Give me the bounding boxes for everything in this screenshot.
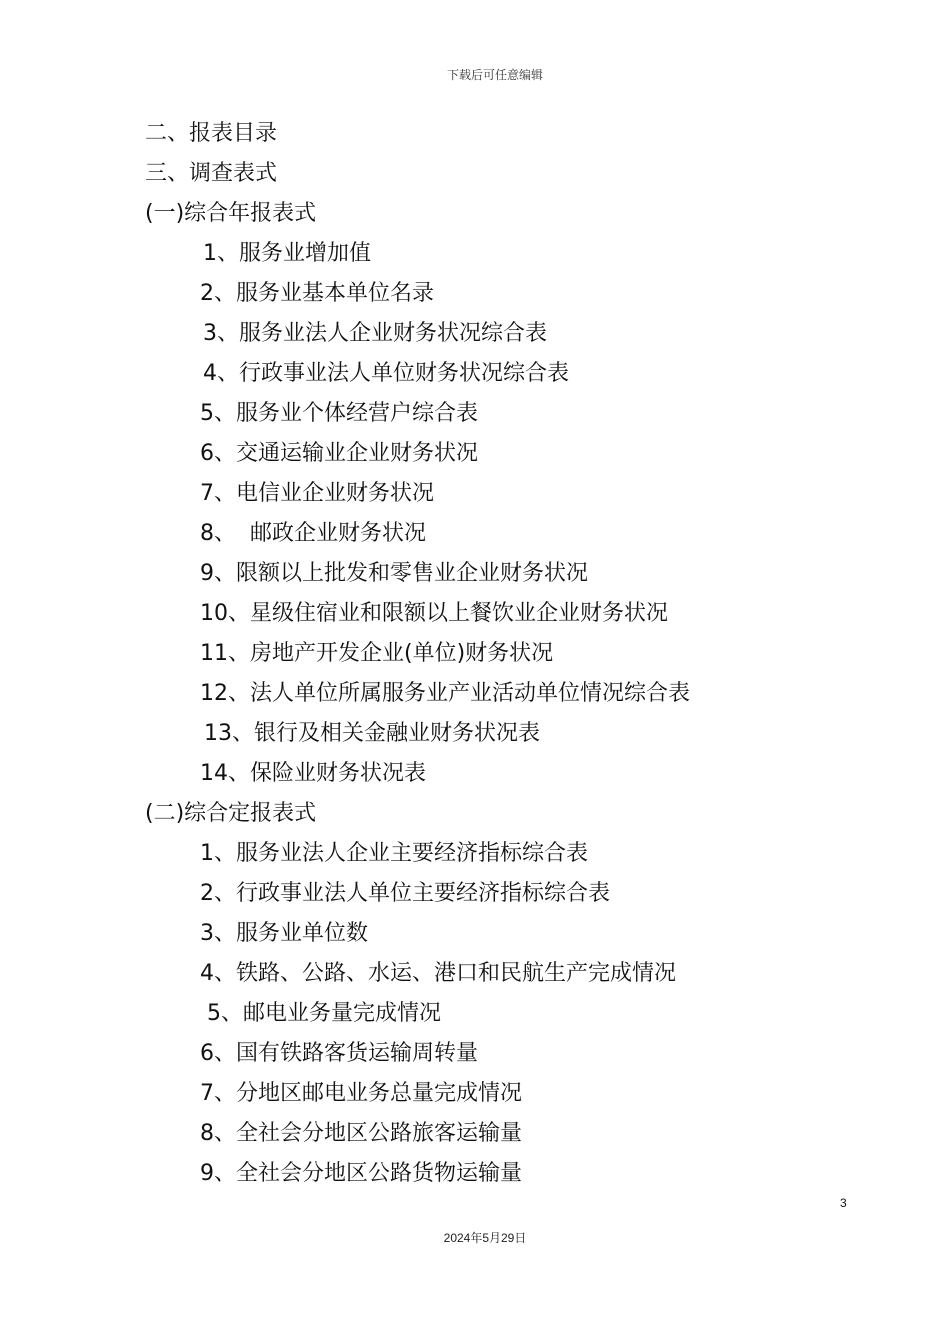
periodic-item: 9、全社会分地区公路货物运输量 (200, 1161, 522, 1186)
annual-item: 14、保险业财务状况表 (200, 761, 426, 786)
periodic-item: 8、全社会分地区公路旅客运输量 (200, 1121, 522, 1146)
subsection-periodic-title: (二)综合定报表式 (145, 801, 317, 826)
section-report-catalog: 二、报表目录 (145, 121, 278, 146)
annual-item: 7、电信业企业财务状况 (200, 481, 434, 506)
annual-item: 6、交通运输业企业财务状况 (200, 441, 478, 466)
annual-item: 12、法人单位所属服务业产业活动单位情况综合表 (200, 681, 690, 706)
periodic-item: 1、服务业法人企业主要经济指标综合表 (200, 841, 588, 866)
annual-item: 4、行政事业法人单位财务状况综合表 (203, 361, 569, 386)
annual-item: 3、服务业法人企业财务状况综合表 (203, 321, 547, 346)
periodic-item: 5、邮电业务量完成情况 (207, 1001, 441, 1026)
annual-item: 11、房地产开发企业(单位)财务状况 (200, 641, 554, 666)
annual-item: 5、服务业个体经营户综合表 (200, 401, 478, 426)
annual-item: 1、服务业增加值 (203, 241, 371, 266)
subsection-annual-title: (一)综合年报表式 (145, 201, 317, 226)
periodic-item: 3、服务业单位数 (200, 921, 368, 946)
periodic-item: 2、行政事业法人单位主要经济指标综合表 (200, 881, 610, 906)
annual-item: 2、服务业基本单位名录 (200, 281, 434, 306)
annual-item: 9、限额以上批发和零售业企业财务状况 (200, 561, 588, 586)
periodic-item: 6、国有铁路客货运输周转量 (200, 1041, 478, 1066)
page-header-note: 下载后可任意编辑 (446, 68, 543, 82)
annual-item: 13、银行及相关金融业财务状况表 (204, 721, 540, 746)
footer-date: 2024年5月29日 (443, 1231, 527, 1245)
section-survey-forms: 三、调查表式 (145, 161, 278, 186)
annual-item: 10、星级住宿业和限额以上餐饮业企业财务状况 (200, 601, 668, 626)
periodic-item: 7、分地区邮电业务总量完成情况 (200, 1081, 522, 1106)
page-number: 3 (840, 1196, 847, 1210)
periodic-item: 4、铁路、公路、水运、港口和民航生产完成情况 (200, 961, 676, 986)
annual-item: 8、 邮政企业财务状况 (200, 521, 426, 546)
